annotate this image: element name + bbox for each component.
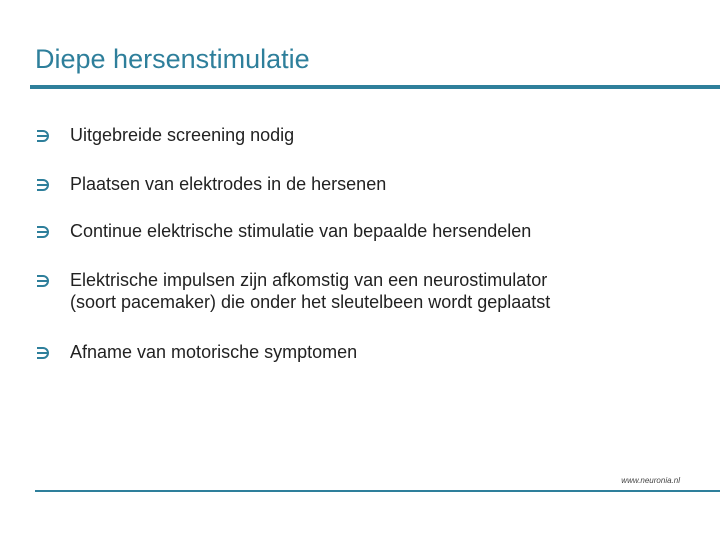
bullet-item — [35, 220, 695, 244]
title-divider — [30, 85, 720, 89]
curved-arrow-icon — [35, 124, 70, 148]
curved-arrow-icon — [35, 269, 70, 293]
curved-arrow-icon — [35, 341, 70, 365]
bullet-item — [35, 341, 695, 365]
bullet-item — [35, 124, 695, 148]
curved-arrow-icon — [35, 173, 70, 197]
bullet-text: Afname van motorische symptomen — [70, 342, 358, 362]
bullet-text: Plaatsen van elektrodes in de hersenen — [70, 174, 387, 194]
curved-arrow-icon — [35, 220, 70, 244]
slide-title: Diepe hersenstimulatie — [35, 44, 310, 74]
bullet-text: Elektrische impulsen zijn afkomstig van een neurostimulator (soort pacemaker) die onder het sleutelbeen wordt geplaatst — [70, 270, 551, 312]
footer-divider — [35, 490, 720, 492]
bullet-text: Continue elektrische stimulatie van bepaalde hersendelen — [70, 221, 532, 241]
bullet-text: Uitgebreide screening nodig — [70, 125, 295, 145]
bullet-item — [35, 269, 695, 313]
bullet-item — [35, 173, 695, 197]
footer-url: www.neuronia.nl — [621, 476, 680, 485]
